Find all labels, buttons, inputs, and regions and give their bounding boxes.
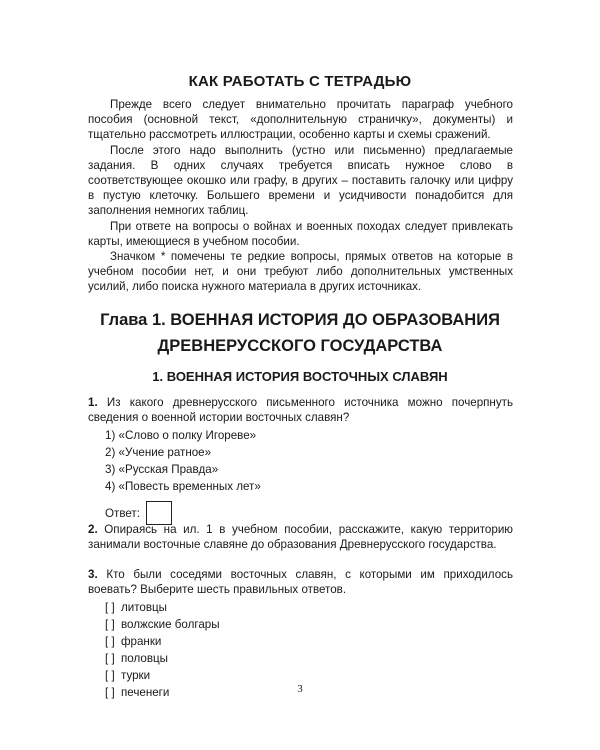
question-1-options: [105, 427, 513, 495]
checkbox-bracket[interactable]: [ ]: [105, 652, 115, 666]
question-1-option: 3) «Русская Правда»: [105, 463, 219, 477]
chapter-title-line-1: Глава 1. ВОЕННАЯ ИСТОРИЯ ДО ОБРАЗОВАНИЯ: [100, 311, 500, 329]
option-label: франки: [121, 635, 162, 649]
question-1-text: [88, 395, 513, 425]
checkbox-bracket[interactable]: [ ]: [105, 618, 115, 632]
section-title: 1. ВОЕННАЯ ИСТОРИЯ ВОСТОЧНЫХ СЛАВЯН: [152, 369, 448, 384]
checkbox-option[interactable]: [105, 650, 513, 667]
option-label: волжские болгары: [121, 618, 220, 632]
question-3: [88, 567, 513, 701]
checkbox-option[interactable]: [105, 616, 513, 633]
intro-paragraph-2: После этого надо выполнить (устно или письменно) предлагаемые задания. В одних случаях требуется вписать нужное слово в соответствующее окошко или графу, в других – поставить галочку или цифру в пустую клеточку. Большего времени и усидчивости понадобится для заполнения немногих таблиц.: [88, 143, 513, 218]
question-1: [88, 395, 513, 525]
question-2: [88, 522, 513, 552]
question-3-text: [88, 567, 513, 597]
intro-paragraph-3: При ответе на вопросы о войнах и военных походах следует привлекать карты, имеющиеся в учебном пособии.: [88, 219, 513, 248]
question-1-body: Из какого древнерусского письменного источника можно почерпнуть сведения о военной истории восточных славян?: [88, 396, 513, 425]
chapter-title-line-2: ДРЕВНЕРУССКОГО ГОСУДАРСТВА: [157, 337, 443, 355]
option-label: печенеги: [121, 686, 170, 700]
question-1-option: 4) «Повесть временных лет»: [105, 480, 261, 494]
question-2-body: Опираясь на ил. 1 в учебном пособии, расскажите, какую территорию занимали восточные славяне до образования Древнерусского государства.: [88, 523, 513, 552]
checkbox-bracket[interactable]: [ ]: [105, 601, 115, 615]
checkbox-bracket[interactable]: [ ]: [105, 635, 115, 649]
intro-paragraph-1: Прежде всего следует внимательно прочитать параграф учебного пособия (основной текст, «дополнительную страничку», документы) и тщательно рассмотреть иллюстрации, особенно карты и схемы сражений.: [88, 98, 513, 142]
checkbox-option[interactable]: [105, 667, 513, 684]
answer-label: Ответ:: [105, 506, 140, 520]
checkbox-bracket[interactable]: [ ]: [105, 686, 115, 700]
option-label: литовцы: [121, 601, 168, 615]
checkbox-option[interactable]: [105, 599, 513, 616]
page-number: 3: [297, 683, 303, 695]
checkbox-bracket[interactable]: [ ]: [105, 669, 115, 683]
question-1-option: 2) «Учение ратное»: [105, 446, 212, 460]
option-label: половцы: [121, 652, 168, 666]
question-1-option: 1) «Слово о полку Игореве»: [105, 429, 257, 443]
question-1-number: 1.: [88, 396, 98, 409]
question-2-number: 2.: [88, 523, 98, 536]
question-3-number: 3.: [88, 568, 98, 581]
intro-paragraph-4: Значком * помечены те редкие вопросы, прямых ответов на которые в учебном пособии нет, и они требуют либо дополнительных умственных усилий, либо поиска нужного материала в других источниках.: [88, 250, 513, 294]
intro-title: КАК РАБОТАТЬ С ТЕТРАДЬЮ: [188, 73, 412, 90]
option-label: турки: [121, 669, 151, 683]
chapter-title: [0, 307, 600, 359]
intro-text: [88, 97, 513, 295]
checkbox-option[interactable]: [105, 633, 513, 650]
question-3-body: Кто были соседями восточных славян, с которыми им приходилось воевать? Выберите шесть правильных ответов.: [88, 568, 513, 597]
